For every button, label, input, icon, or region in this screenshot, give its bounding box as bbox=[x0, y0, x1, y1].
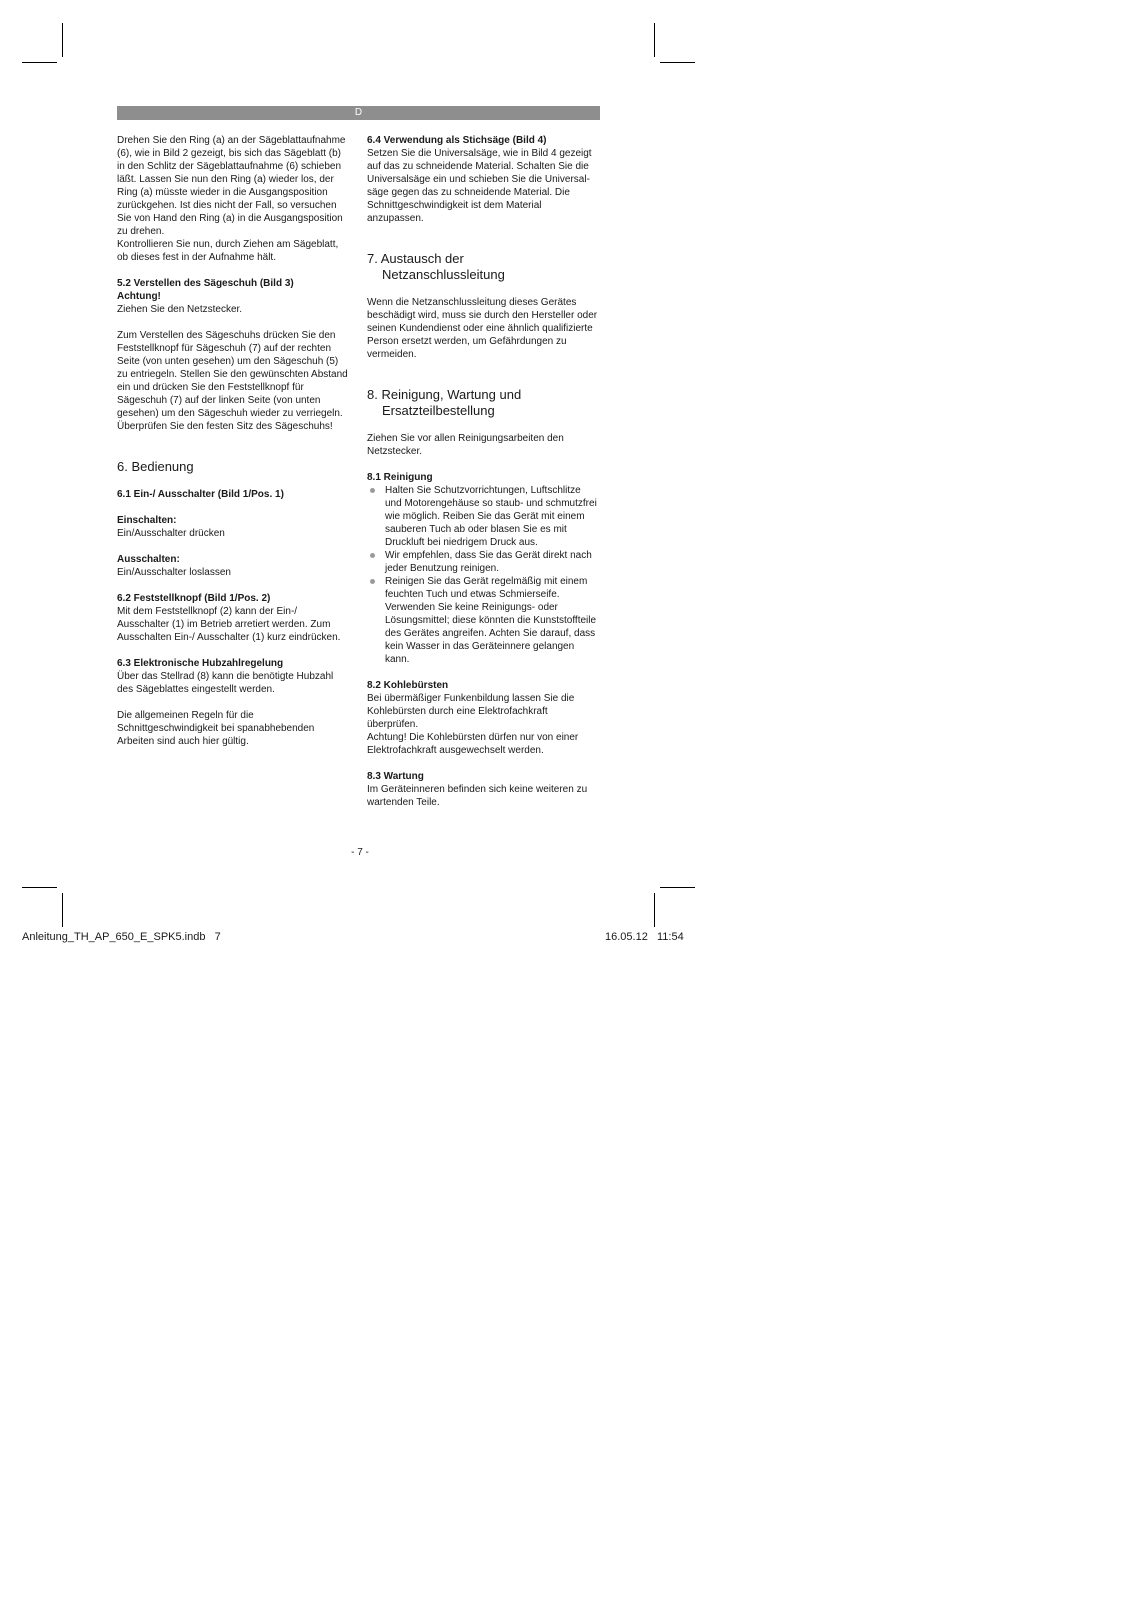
paragraph: Ziehen Sie den Netzstecker. bbox=[117, 304, 243, 315]
paragraph: Achtung! Die Kohlebürsten dürfen nur von einer Elektrofachkraft ausgewechselt werden. bbox=[367, 732, 579, 756]
paragraph: Drehen Sie den Ring (a) an der Sägeblattaufnahme (6), wie in Bild 2 gezeigt, bis sich das Sägeblatt (b) in den Schlitz der Sägeblattaufnahme (6) schieben läßt. Lassen Sie nun den Ring (a) wieder los, der Ring (a) müsste wieder in die Ausgangsposition zurückgehen. Ist dies nicht der Fall, so versuchen Sie von Hand den Ring (a) in die Ausgangsposition zu drehen. bbox=[117, 135, 346, 237]
footer-datetime: 16.05.12 11:54 bbox=[605, 931, 684, 943]
subheading: 6.1 Ein-/ Ausschalter (Bild 1/Pos. 1) bbox=[117, 489, 284, 500]
list-item: Reinigen Sie das Gerät regelmäßig mit einem feuchten Tuch und etwas Schmierseife. Verwenden Sie keine Reinigungs- oder Lösungsmittel; diese könnten die Kunststoffteile des Gerätes angreifen. Achten Sie darauf, dass kein Wasser in das Geräteinnere gelangen kann. bbox=[367, 575, 599, 666]
section-heading-line: 8. Reinigung, Wartung und bbox=[367, 387, 522, 402]
crop-mark bbox=[22, 62, 57, 63]
crop-mark bbox=[62, 893, 63, 927]
paragraph: Ziehen Sie vor allen Reinigungsarbeiten den Netzstecker. bbox=[367, 433, 564, 457]
paragraph: Ein/Ausschalter loslassen bbox=[117, 567, 231, 578]
list-item: Halten Sie Schutzvorrichtungen, Luftschlitze und Motorengehäuse so staub- und schmutzfrei wie möglich. Reiben Sie das Gerät mit einem sauberen Tuch ab oder blasen Sie es mit Druckluft bei niedrigem Druck aus. bbox=[367, 484, 599, 549]
paragraph: Kontrollieren Sie nun, durch Ziehen am Sägeblatt, ob dieses fest in der Aufnahme hält. bbox=[117, 239, 339, 263]
section-heading bbox=[367, 387, 599, 419]
paragraph: Bei übermäßiger Funkenbildung lassen Sie die Kohlebürsten durch eine Elektrofachkraft überprüfen. bbox=[367, 693, 575, 730]
subheading: 6.3 Elektronische Hubzahlregelung bbox=[117, 658, 284, 669]
language-label: D bbox=[354, 107, 363, 118]
paragraph: Die allgemeinen Regeln für die Schnittgeschwindigkeit bei spanabhebenden Arbeiten sind auch hier gültig. bbox=[117, 710, 315, 747]
paragraph: Zum Verstellen des Sägeschuhs drücken Sie den Feststellknopf für Sägeschuh (7) auf der rechten Seite (von unten gesehen) um den Sägeschuh (5) zu entriegeln. Stellen Sie den gewünschten Abstand ein und drücken Sie den Feststellknopf für Sägeschuh (7) auf der linken Seite (von unten gesehen) um den Sägeschuh wieder zu verriegeln. Überprüfen Sie den festen Sitz des Sägeschuhs! bbox=[117, 330, 348, 432]
section-heading-line: 7. Austausch der bbox=[367, 251, 464, 266]
paragraph: Über das Stellrad (8) kann die benötigte Hubzahl des Sägeblattes eingestellt werden. bbox=[117, 671, 334, 695]
crop-mark bbox=[654, 23, 655, 57]
paragraph: Ein/Ausschalter drücken bbox=[117, 528, 225, 539]
section-heading: 6. Bedienung bbox=[117, 459, 194, 474]
bullet-list bbox=[367, 484, 599, 666]
subheading: 6.2 Feststellknopf (Bild 1/Pos. 2) bbox=[117, 593, 271, 604]
crop-mark bbox=[22, 887, 57, 888]
subheading: 5.2 Verstellen des Sägeschuh (Bild 3) bbox=[117, 278, 294, 289]
crop-mark bbox=[654, 893, 655, 927]
crop-mark bbox=[660, 887, 695, 888]
language-header-band bbox=[117, 106, 600, 120]
left-column bbox=[117, 134, 349, 748]
subheading: 6.4 Verwendung als Stichsäge (Bild 4) bbox=[367, 135, 547, 146]
crop-mark bbox=[660, 62, 695, 63]
subheading: 8.2 Kohlebürsten bbox=[367, 680, 449, 691]
footer-filename: Anleitung_TH_AP_650_E_SPK5.indb 7 bbox=[22, 931, 221, 943]
paragraph: Mit dem Feststellknopf (2) kann der Ein-/ Ausschalter (1) im Betrieb arretiert werden. Zum Ausschalten Ein-/ Ausschalter (1) kurz eindrücken. bbox=[117, 606, 341, 643]
paragraph: Wenn die Netzanschlussleitung dieses Gerätes beschädigt wird, muss sie durch den Hersteller oder seinen Kundendienst oder eine ähnlich qualifizierte Person ersetzt werden, um Gefährdungen zu vermeiden. bbox=[367, 297, 598, 360]
subheading: 8.3 Wartung bbox=[367, 771, 424, 782]
section-heading bbox=[367, 251, 599, 283]
warning-label: Achtung! bbox=[117, 291, 161, 302]
section-heading-line: Ersatzteilbestellung bbox=[382, 403, 495, 418]
subheading: Ausschalten: bbox=[117, 554, 180, 565]
list-item: Wir empfehlen, dass Sie das Gerät direkt nach jeder Benutzung reinigen. bbox=[367, 549, 599, 575]
subheading: 8.1 Reinigung bbox=[367, 472, 433, 483]
paragraph: Im Geräteinneren befinden sich keine weiteren zu wartenden Teile. bbox=[367, 784, 588, 808]
right-column bbox=[367, 134, 599, 809]
crop-mark bbox=[62, 23, 63, 57]
subheading: Einschalten: bbox=[117, 515, 177, 526]
section-heading-line: Netzanschlussleitung bbox=[382, 267, 505, 282]
page-number: - 7 - bbox=[351, 847, 369, 858]
paragraph: Setzen Sie die Universalsäge, wie in Bild 4 gezeigt auf das zu schneidende Material. Schalten Sie die Universalsäge ein und schieben Sie die Universal-säge gegen das zu schneidende Material. Die Schnittgeschwindigkeit ist dem Material anzupassen. bbox=[367, 148, 592, 224]
